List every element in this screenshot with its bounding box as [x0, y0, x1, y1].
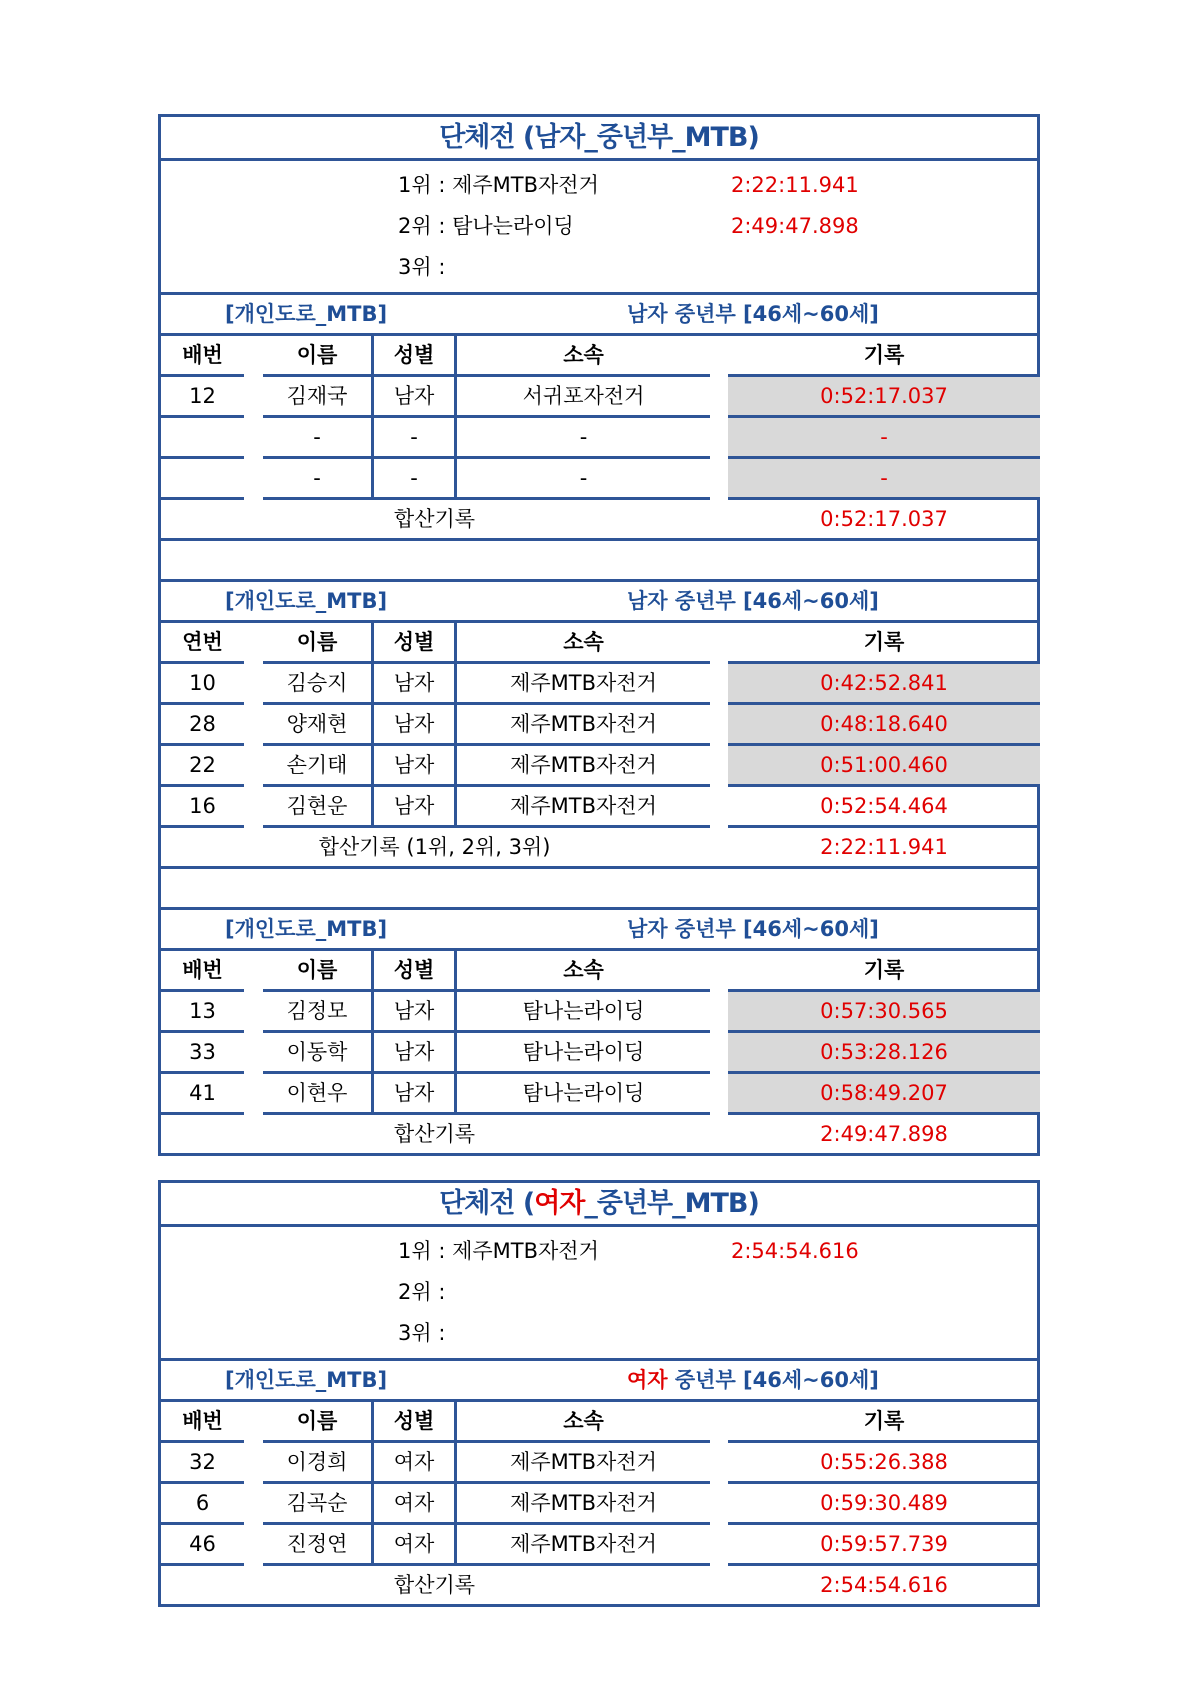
- total-label: 합산기록: [393, 1122, 476, 1146]
- column-header: 배번: [161, 1402, 244, 1443]
- table-header: [161, 336, 1037, 377]
- rider-name: 김정모: [263, 992, 374, 1033]
- total-row: [161, 828, 1037, 869]
- rider-team: 제주MTB자전거: [457, 787, 710, 828]
- title-gender: 남자: [534, 122, 585, 153]
- rider-team: 제주MTB자전거: [457, 1525, 710, 1566]
- rider-name: 손기태: [263, 746, 374, 787]
- bib-number: 41: [161, 1074, 244, 1115]
- division-rest: 중년부 [46세~60세]: [667, 589, 879, 613]
- rider-team: 탐나는라이딩: [457, 1033, 710, 1074]
- bib-number: 32: [161, 1443, 244, 1484]
- rank-label: 1위 : 제주MTB자전거: [398, 1239, 599, 1263]
- rank-label: 1위 : 제주MTB자전거: [398, 173, 599, 197]
- bib-number: 33: [161, 1033, 244, 1074]
- total-time: 0:52:17.037: [820, 507, 948, 531]
- table-row: [161, 459, 1037, 500]
- column-header: 배번: [161, 951, 244, 992]
- rank-time: 2:54:54.616: [731, 1239, 859, 1263]
- column-header: 이름: [263, 951, 374, 992]
- title-suffix: _중년부_MTB): [584, 122, 759, 153]
- division-rest: 중년부 [46세~60세]: [667, 1368, 879, 1392]
- total-row: [161, 1566, 1037, 1604]
- column-header: 기록: [728, 336, 1040, 377]
- column-header: 성별: [374, 336, 457, 377]
- rider-time: 0:48:18.640: [728, 705, 1040, 746]
- title-suffix: _중년부_MTB): [584, 1188, 759, 1219]
- column-header: 소속: [457, 1402, 710, 1443]
- section-division: [627, 295, 879, 333]
- column-header: 연번: [161, 623, 244, 664]
- total-label: 합산기록 (1위, 2위, 3위): [318, 835, 551, 859]
- team-title: [161, 1183, 1037, 1227]
- section-header: [161, 910, 1037, 951]
- column-header: 이름: [263, 336, 374, 377]
- bib-number: 6: [161, 1484, 244, 1525]
- total-row: [161, 1115, 1037, 1153]
- rider-time: 0:52:54.464: [728, 787, 1040, 828]
- bib-number: 28: [161, 705, 244, 746]
- rider-sex: -: [374, 459, 457, 500]
- section-category: [개인도로_MTB]: [225, 917, 388, 941]
- rider-sex: 남자: [374, 746, 457, 787]
- rider-name: 진정연: [263, 1525, 374, 1566]
- rider-sex: 남자: [374, 705, 457, 746]
- section-header: [161, 582, 1037, 623]
- rank-row: [161, 1231, 1037, 1272]
- section-category: [개인도로_MTB]: [225, 589, 388, 613]
- rank-row: [161, 165, 1037, 206]
- rider-team: 탐나는라이딩: [457, 1074, 710, 1115]
- title-gender: 여자: [534, 1188, 585, 1219]
- section-spacer: [161, 541, 1037, 582]
- table-row: [161, 787, 1037, 828]
- rank-label: 3위 :: [398, 255, 446, 279]
- rider-time: 0:59:57.739: [728, 1525, 1040, 1566]
- rider-name: 김재국: [263, 377, 374, 418]
- rider-team: 제주MTB자전거: [457, 746, 710, 787]
- section-category: [개인도로_MTB]: [225, 302, 388, 326]
- table-row: [161, 377, 1037, 418]
- column-header: 성별: [374, 623, 457, 664]
- rider-name: 양재현: [263, 705, 374, 746]
- rider-sex: 여자: [374, 1443, 457, 1484]
- rider-team: 서귀포자전거: [457, 377, 710, 418]
- rider-sex: 여자: [374, 1525, 457, 1566]
- rider-name: 김승지: [263, 664, 374, 705]
- rider-team: 제주MTB자전거: [457, 705, 710, 746]
- title-prefix: 단체전 (: [439, 122, 535, 153]
- rider-name: 김현운: [263, 787, 374, 828]
- rider-time: -: [728, 459, 1040, 500]
- column-header: 소속: [457, 336, 710, 377]
- rider-time: -: [728, 418, 1040, 459]
- table-row: [161, 1074, 1037, 1115]
- bib-number: [161, 459, 244, 500]
- table-row: [161, 992, 1037, 1033]
- rank-row: [161, 247, 1037, 288]
- rider-sex: 남자: [374, 1074, 457, 1115]
- table-header: [161, 951, 1037, 992]
- table-row: [161, 1443, 1037, 1484]
- section-spacer: [161, 869, 1037, 910]
- rider-team: 제주MTB자전거: [457, 1443, 710, 1484]
- rider-sex: 남자: [374, 992, 457, 1033]
- column-header: 소속: [457, 951, 710, 992]
- column-header: 기록: [728, 951, 1040, 992]
- men-team-results: [158, 114, 1040, 1156]
- rider-name: -: [263, 418, 374, 459]
- ranking-list: [161, 1227, 1037, 1361]
- table-row: [161, 746, 1037, 787]
- rider-time: 0:59:30.489: [728, 1484, 1040, 1525]
- division-gender: 남자: [627, 302, 668, 326]
- total-label: 합산기록: [393, 507, 476, 531]
- rider-sex: -: [374, 418, 457, 459]
- bib-number: 12: [161, 377, 244, 418]
- rank-label: 2위 : 탐나는라이딩: [398, 214, 574, 238]
- bib-number: 16: [161, 787, 244, 828]
- table-row: [161, 1484, 1037, 1525]
- section-header: [161, 295, 1037, 336]
- division-rest: 중년부 [46세~60세]: [667, 302, 879, 326]
- total-time: 2:49:47.898: [820, 1122, 948, 1146]
- bib-number: 46: [161, 1525, 244, 1566]
- table-header: [161, 1402, 1037, 1443]
- total-label: 합산기록: [393, 1573, 476, 1597]
- ranking-list: [161, 161, 1037, 295]
- section-category: [개인도로_MTB]: [225, 1368, 388, 1392]
- section-division: [627, 1361, 879, 1399]
- division-gender: 남자: [627, 917, 668, 941]
- rider-team: -: [457, 418, 710, 459]
- rider-time: 0:52:17.037: [728, 377, 1040, 418]
- table-row: [161, 664, 1037, 705]
- rider-name: -: [263, 459, 374, 500]
- rank-label: 2위 :: [398, 1280, 446, 1304]
- table-row: [161, 705, 1037, 746]
- rider-team: 제주MTB자전거: [457, 664, 710, 705]
- bib-number: 13: [161, 992, 244, 1033]
- rider-name: 이경희: [263, 1443, 374, 1484]
- section-division: [627, 910, 879, 948]
- rider-sex: 남자: [374, 664, 457, 705]
- total-time: 2:54:54.616: [820, 1573, 948, 1597]
- rider-time: 0:51:00.460: [728, 746, 1040, 787]
- team-title: [161, 117, 1037, 161]
- title-prefix: 단체전 (: [439, 1188, 535, 1219]
- rank-row: [161, 206, 1037, 247]
- women-team-results: [158, 1180, 1040, 1607]
- division-rest: 중년부 [46세~60세]: [667, 917, 879, 941]
- column-header: 성별: [374, 951, 457, 992]
- total-row: [161, 500, 1037, 541]
- rider-name: 김곡순: [263, 1484, 374, 1525]
- table-row: [161, 418, 1037, 459]
- rank-time: 2:22:11.941: [731, 173, 859, 197]
- table-row: [161, 1033, 1037, 1074]
- column-header: 기록: [728, 1402, 1040, 1443]
- rider-time: 0:42:52.841: [728, 664, 1040, 705]
- rank-label: 3위 :: [398, 1321, 446, 1345]
- rider-name: 이현우: [263, 1074, 374, 1115]
- section-header: [161, 1361, 1037, 1402]
- bib-number: 22: [161, 746, 244, 787]
- column-header: 기록: [728, 623, 1040, 664]
- total-time: 2:22:11.941: [820, 835, 948, 859]
- rider-time: 0:53:28.126: [728, 1033, 1040, 1074]
- rider-sex: 여자: [374, 1484, 457, 1525]
- rider-team: -: [457, 459, 710, 500]
- division-gender: 남자: [627, 589, 668, 613]
- division-gender: 여자: [627, 1368, 668, 1392]
- rider-sex: 남자: [374, 1033, 457, 1074]
- table-header: [161, 623, 1037, 664]
- bib-number: 10: [161, 664, 244, 705]
- table-row: [161, 1525, 1037, 1566]
- rank-time: 2:49:47.898: [731, 214, 859, 238]
- column-header: 이름: [263, 623, 374, 664]
- rider-time: 0:58:49.207: [728, 1074, 1040, 1115]
- column-header: 성별: [374, 1402, 457, 1443]
- rider-sex: 남자: [374, 377, 457, 418]
- column-header: 이름: [263, 1402, 374, 1443]
- column-header: 배번: [161, 336, 244, 377]
- column-header: 소속: [457, 623, 710, 664]
- section-division: [627, 582, 879, 620]
- bib-number: [161, 418, 244, 459]
- rider-team: 제주MTB자전거: [457, 1484, 710, 1525]
- rank-row: [161, 1313, 1037, 1354]
- rider-team: 탐나는라이딩: [457, 992, 710, 1033]
- rider-sex: 남자: [374, 787, 457, 828]
- rider-time: 0:55:26.388: [728, 1443, 1040, 1484]
- rider-name: 이동학: [263, 1033, 374, 1074]
- rank-row: [161, 1272, 1037, 1313]
- rider-time: 0:57:30.565: [728, 992, 1040, 1033]
